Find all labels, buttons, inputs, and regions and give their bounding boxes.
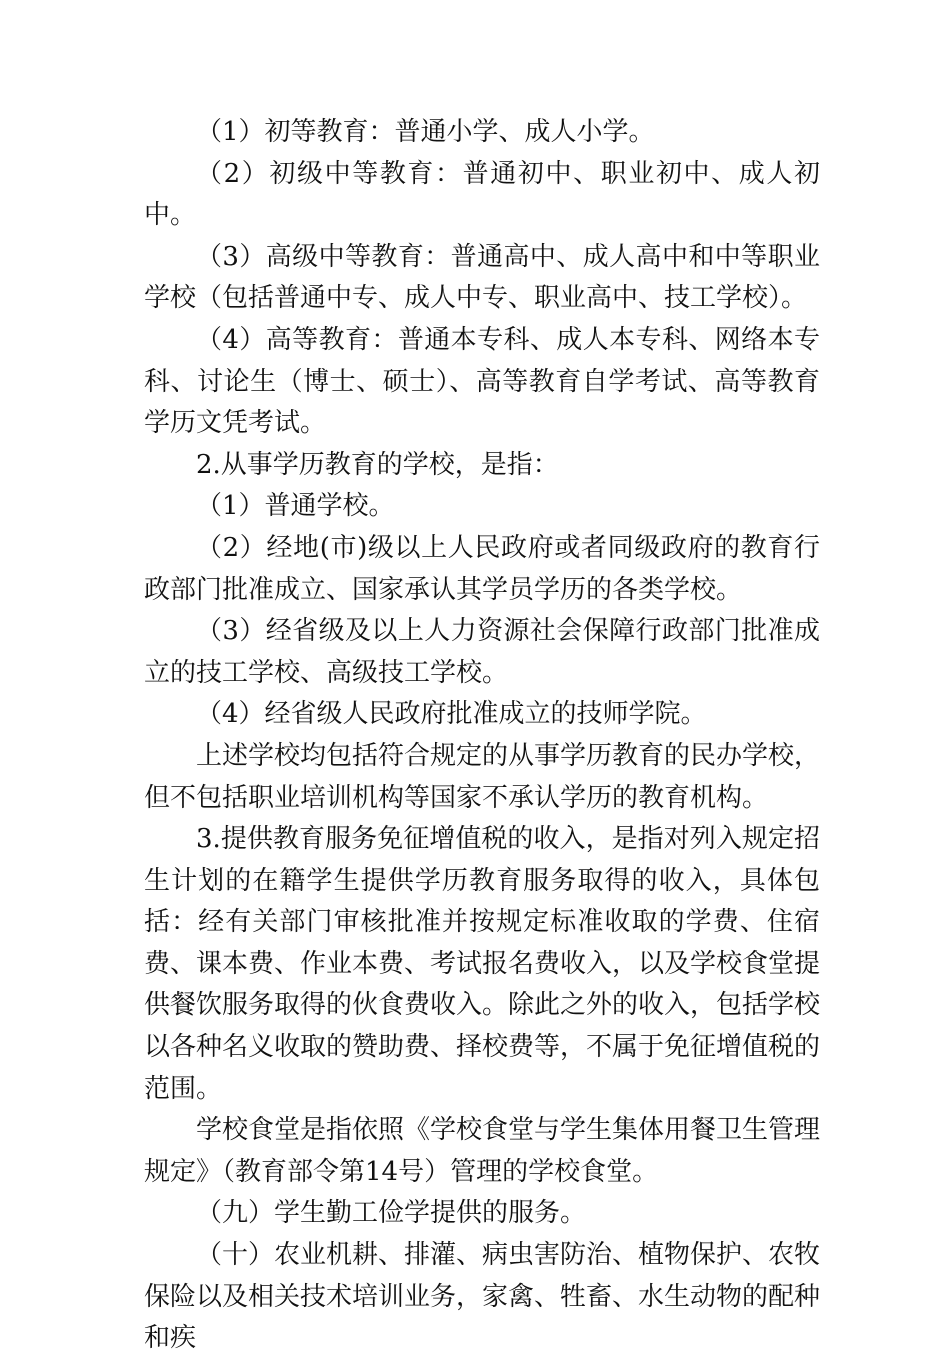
paragraph-senior-secondary-education: （3）高级中等教育：普通高中、成人高中和中等职业学校（包括普通中专、成人中专、职业高中、技工学校）。 [144,241,820,314]
paragraph-private-schools-note: 上述学校均包括符合规定的从事学历教育的民办学校，但不包括职业培训机构等国家不承认学历的教育机构。 [144,740,821,813]
paragraph-agricultural-services: （十）农业机耕、排灌、病虫害防治、植物保护、农牧保险以及相关技术培训业务，家禽、牲畜、水生动物的配种和疾 [144,1240,821,1354]
paragraph-higher-education: （4）高等教育：普通本专科、成人本专科、网络本专科、讨论生（博士、硕士）、高等教育自学考试、高等教育学历文凭考试。 [144,324,820,439]
paragraph-technical-schools: （3）经省级及以上人力资源社会保障行政部门批准成立的技工学校、高级技工学校。 [144,616,820,688]
paragraph-government-approved-schools: （2）经地(市)级以上人民政府或者同级政府的教育行政部门批准成立、国家承认其学员学历的各类学校。 [144,532,820,605]
paragraph-work-study-services: （九）学生勤工俭学提供的服务。 [196,1198,587,1229]
paragraph-primary-education: （1）初等教育：普通小学、成人小学。 [196,117,655,147]
paragraph-technician-colleges: （4）经省级人民政府批准成立的技师学院。 [196,699,707,730]
paragraph-junior-secondary-education: （2）初级中等教育：普通初中、职业初中、成人初中。 [144,158,820,231]
paragraph-exempt-income: 3.提供教育服务免征增值税的收入，是指对列入规定招生计划的在籍学生提供学历教育服务取得的收入，具体包括：经有关部门审核批准并按规定标准收取的学费、住宿费、课本费、作业本费、考试报名费收入，以及学校食堂提供餐饮服务取得的伙食费收入。除此之外的收入，包括学校以各种名义收取的赞助费、择校费等，不属于免征增值税的范围。 [144,824,821,1104]
document-body [144,112,820,1360]
paragraph-academic-schools-heading: 2.从事学历教育的学校，是指： [196,449,559,480]
paragraph-ordinary-schools: （1）普通学校。 [196,491,395,522]
paragraph-school-canteen: 学校食堂是指依照《学校食堂与学生集体用餐卫生管理规定》（教育部令第14号）管理的学校食堂。 [144,1115,821,1187]
